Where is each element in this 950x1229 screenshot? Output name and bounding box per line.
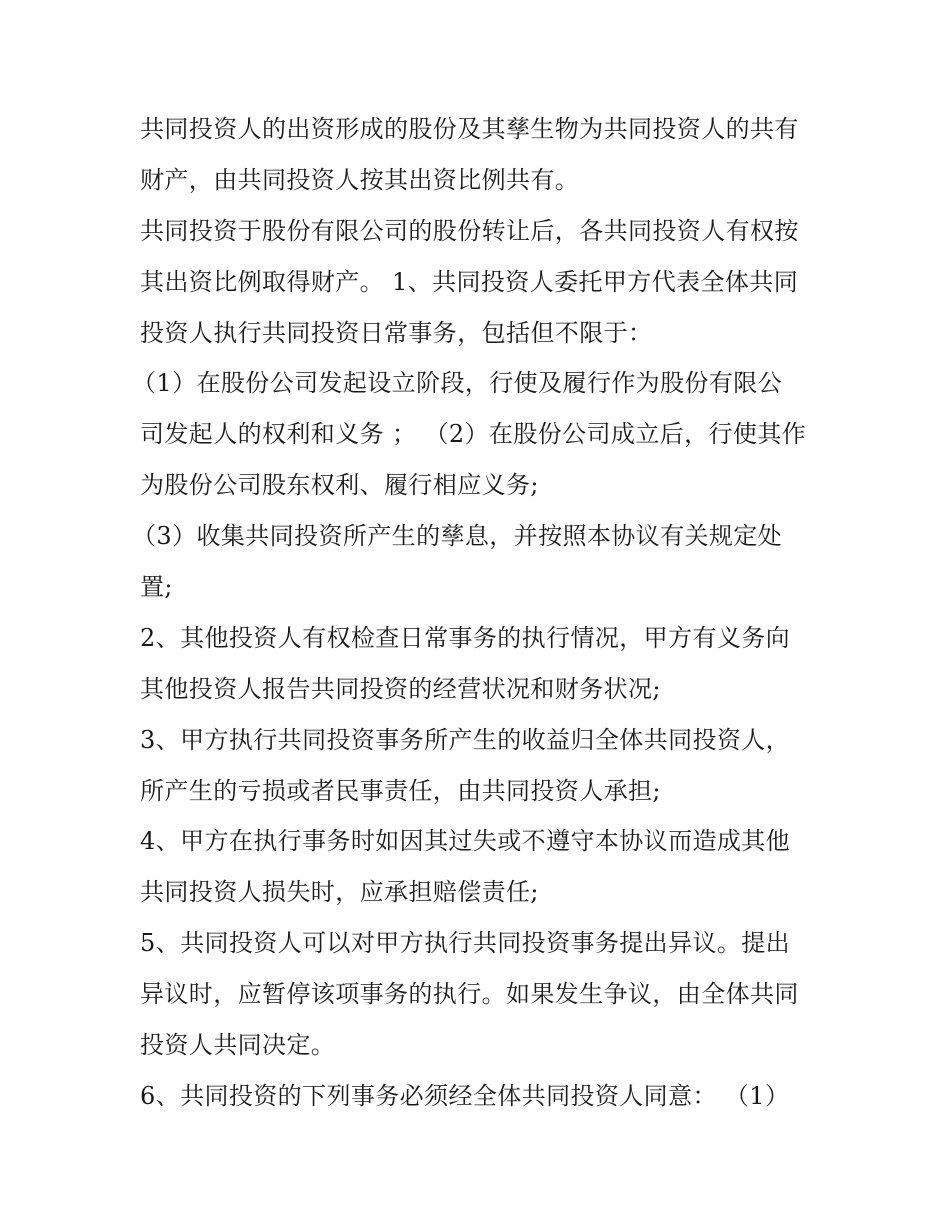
- text-line: （3）收集共同投资所产生的孳息，并按照本协议有关规定处: [132, 522, 783, 551]
- text-line: 投资人执行共同投资日常事务，包括但不限于：: [140, 318, 653, 347]
- document-body: [132, 104, 820, 1122]
- text-line: 2、其他投资人有权检查日常事务的执行情况，甲方有义务向: [140, 623, 791, 652]
- text-line: 共同投资人损失时，应承担赔偿责任;: [140, 878, 539, 907]
- text-line: 所产生的亏损或者民事责任，由共同投资人承担;: [140, 776, 661, 805]
- text-line: 5、共同投资人可以对甲方执行共同投资事务提出异议。提出: [140, 929, 791, 958]
- text-line: 其出资比例取得财产。 1、共同投资人委托甲方代表全体共同: [140, 267, 799, 296]
- text-line: 投资人共同决定。: [140, 1031, 336, 1060]
- text-line: 3、甲方执行共同投资事务所产生的收益归全体共同投资人，: [140, 725, 791, 754]
- text-line: 司发起人的权利和义务 ； （2）在股份公司成立后，行使其作: [140, 420, 807, 449]
- text-line: 共同投资人的出资形成的股份及其孳生物为共同投资人的共有: [140, 115, 799, 143]
- text-line: 其他投资人报告共同投资的经营状况和财务状况;: [140, 674, 661, 703]
- text-line: 6、共同投资的下列事务必须经全体共同投资人同意： （1）: [140, 1081, 790, 1110]
- text-line: （1）在股份公司发起设立阶段，行使及履行作为股份有限公: [132, 369, 783, 398]
- text-line: 置;: [140, 573, 173, 602]
- text-line: 共同投资于股份有限公司的股份转让后，各共同投资人有权按: [140, 216, 799, 245]
- text-line: 财产，由共同投资人按其出资比例共有。: [140, 165, 580, 194]
- text-line: 异议时，应暂停该项事务的执行。如果发生争议，由全体共同: [140, 980, 799, 1009]
- text-line: 为股份公司股东权利、履行相应义务;: [140, 471, 539, 500]
- text-line: 4、甲方在执行事务时如因其过失或不遵守本协议而造成其他: [140, 827, 791, 856]
